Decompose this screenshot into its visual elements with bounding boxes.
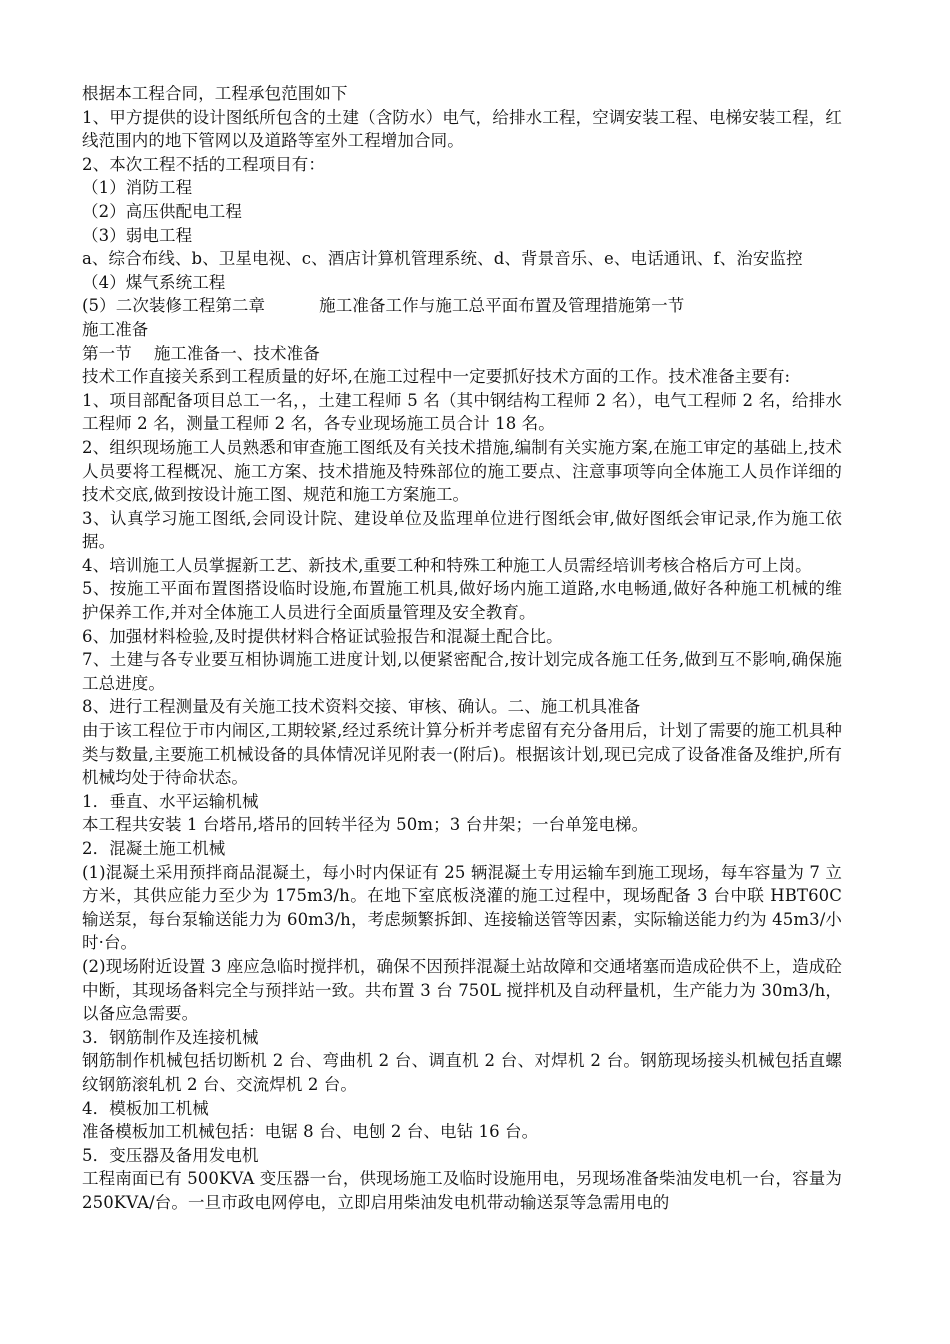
section-part-1: 第一节 [82, 343, 132, 363]
paragraph: 2、本次工程不括的工程项目有： [82, 154, 325, 174]
list-item: （2）高压供配电工程 [82, 201, 242, 221]
paragraph: 6、加强材料检验,及时提供材料合格证试验报告和混凝土配合比。 [82, 626, 563, 646]
subheading: 2．混凝土施工机械 [82, 839, 226, 858]
paragraph: (2)现场附近设置 3 座应急临时搅拌机，确保不因预拌混凝土站故障和交通堵塞而造成砼供不上，造成砼中断，其现场备料完全与预拌站一致。共布置 3 台 750L 搅拌机及自动秤量机，生产能力为 30m3/h，以备应急需要。 [82, 956, 842, 1024]
list-item: （4）煤气系统工程 [82, 272, 226, 292]
subheading: 1．垂直、水平运输机械 [82, 791, 259, 811]
chapter-part-2: 施工准备工作与施工总平面布置及管理措施第一节 [319, 296, 685, 316]
paragraph: 7、土建与各专业要互相协调施工进度计划,以便紧密配合,按计划完成各施工任务,做到互不影响,确保施工总进度。 [82, 650, 842, 693]
paragraph: 8、进行工程测量及有关施工技术资料交接、审核、确认。二、施工机具准备 [82, 697, 641, 717]
paragraph: 工程南面已有 500KVA 变压器一台，供现场施工及临时设施用电，另现场准备柴油发电机一台，容量为 250KVA/台。一旦市政电网停电，立即启用柴油发电机带动输送泵等急需用电的 [82, 1169, 842, 1212]
paragraph: 准备模板加工机械包括：电锯 8 台、电刨 2 台、电钻 16 台。 [82, 1122, 539, 1142]
document-page [82, 82, 842, 1215]
paragraph: 4、培训施工人员掌握新工艺、新技术,重要工种和特殊工种施工人员需经培训考核合格后方可上岗。 [82, 555, 812, 575]
chapter-part-1: (5）二次装修工程第二章 [82, 296, 266, 316]
paragraph: 5、按施工平面布置图搭设临时设施,布置施工机具,做好场内施工道路,水电畅通,做好各种施工机械的维护保养工作,并对全体施工人员进行全面质量管理及安全教育。 [82, 579, 842, 623]
list-item: （3）弱电工程 [82, 225, 193, 245]
section-heading-line [82, 342, 842, 366]
paragraph: 由于该工程位于市内闹区,工期较紧,经过系统计算分析并考虑留有充分备用后，计划了需要的施工机具种类与数量,主要施工机械设备的具体情况详见附表一(附后)。根据该计划,现已完成了设备准备及维护,所有机械均处于待命状态。 [82, 721, 842, 788]
chapter-heading-line [82, 294, 842, 341]
subheading: 4．模板加工机械 [82, 1098, 209, 1118]
section-part-2: 施工准备一、技术准备 [153, 343, 320, 363]
paragraph: (1)混凝土采用预拌商品混凝土，每小时内保证有 25 辆混凝土专用运输车到施工现场，每车容量为 7 立方米，其供应能力至少为 175m3/h。在地下室底板浇灌的施工过程中，现场配备 3 台中联 HBT60C 输送泵，每台泵输送能力为 60m3/h，考虑频繁拆卸、连接输送管等因素，实际输送能力约为 45m3/小时·台。 [82, 862, 842, 953]
subheading: 3．钢筋制作及连接机械 [82, 1027, 259, 1047]
paragraph: 1、项目部配备项目总工一名，，土建工程师 5 名（其中钢结构工程师 2 名），电气工程师 2 名，给排水工程师 2 名，测量工程师 2 名，各专业现场施工员合计 18 名。 [82, 390, 842, 434]
chapter-part-3: 施工准备 [82, 319, 149, 339]
paragraph: 2、组织现场施工人员熟悉和审查施工图纸及有关技术措施,编制有关实施方案,在施工审定的基础上,技术人员要将工程概况、施工方案、技术措施及特殊部位的施工要点、注意事项等向全体施工人员作详细的技术交底,做到按设计施工图、规范和施工方案施工。 [82, 437, 842, 505]
list-item: （1）消防工程 [82, 178, 193, 198]
paragraph: 3、认真学习施工图纸,会同设计院、建设单位及监理单位进行图纸会审,做好图纸会审记录,作为施工依据。 [82, 508, 842, 552]
paragraph: 1、甲方提供的设计图纸所包含的土建（含防水）电气，给排水工程，空调安装工程、电梯安装工程，红线范围内的地下管网以及道路等室外工程增加合同。 [82, 107, 842, 151]
paragraph: 本工程共安装 1 台塔吊,塔吊的回转半径为 50m；3 台井架；一台单笼电梯。 [82, 815, 649, 835]
paragraph: 技术工作直接关系到工程质量的好坏,在施工过程中一定要抓好技术方面的工作。技术准备主要有: [82, 367, 791, 387]
paragraph: 钢筋制作机械包括切断机 2 台、弯曲机 2 台、调直机 2 台、对焊机 2 台。钢筋现场接头机械包括直螺纹钢筋滚轧机 2 台、交流焊机 2 台。 [82, 1051, 842, 1094]
paragraph: 根据本工程合同，工程承包范围如下 [82, 84, 348, 103]
subheading: 5．变压器及备用发电机 [82, 1145, 259, 1165]
paragraph: a、综合布线、b、卫星电视、c、酒店计算机管理系统、d、背景音乐、e、电话通讯、f、治安监控 [82, 249, 803, 269]
